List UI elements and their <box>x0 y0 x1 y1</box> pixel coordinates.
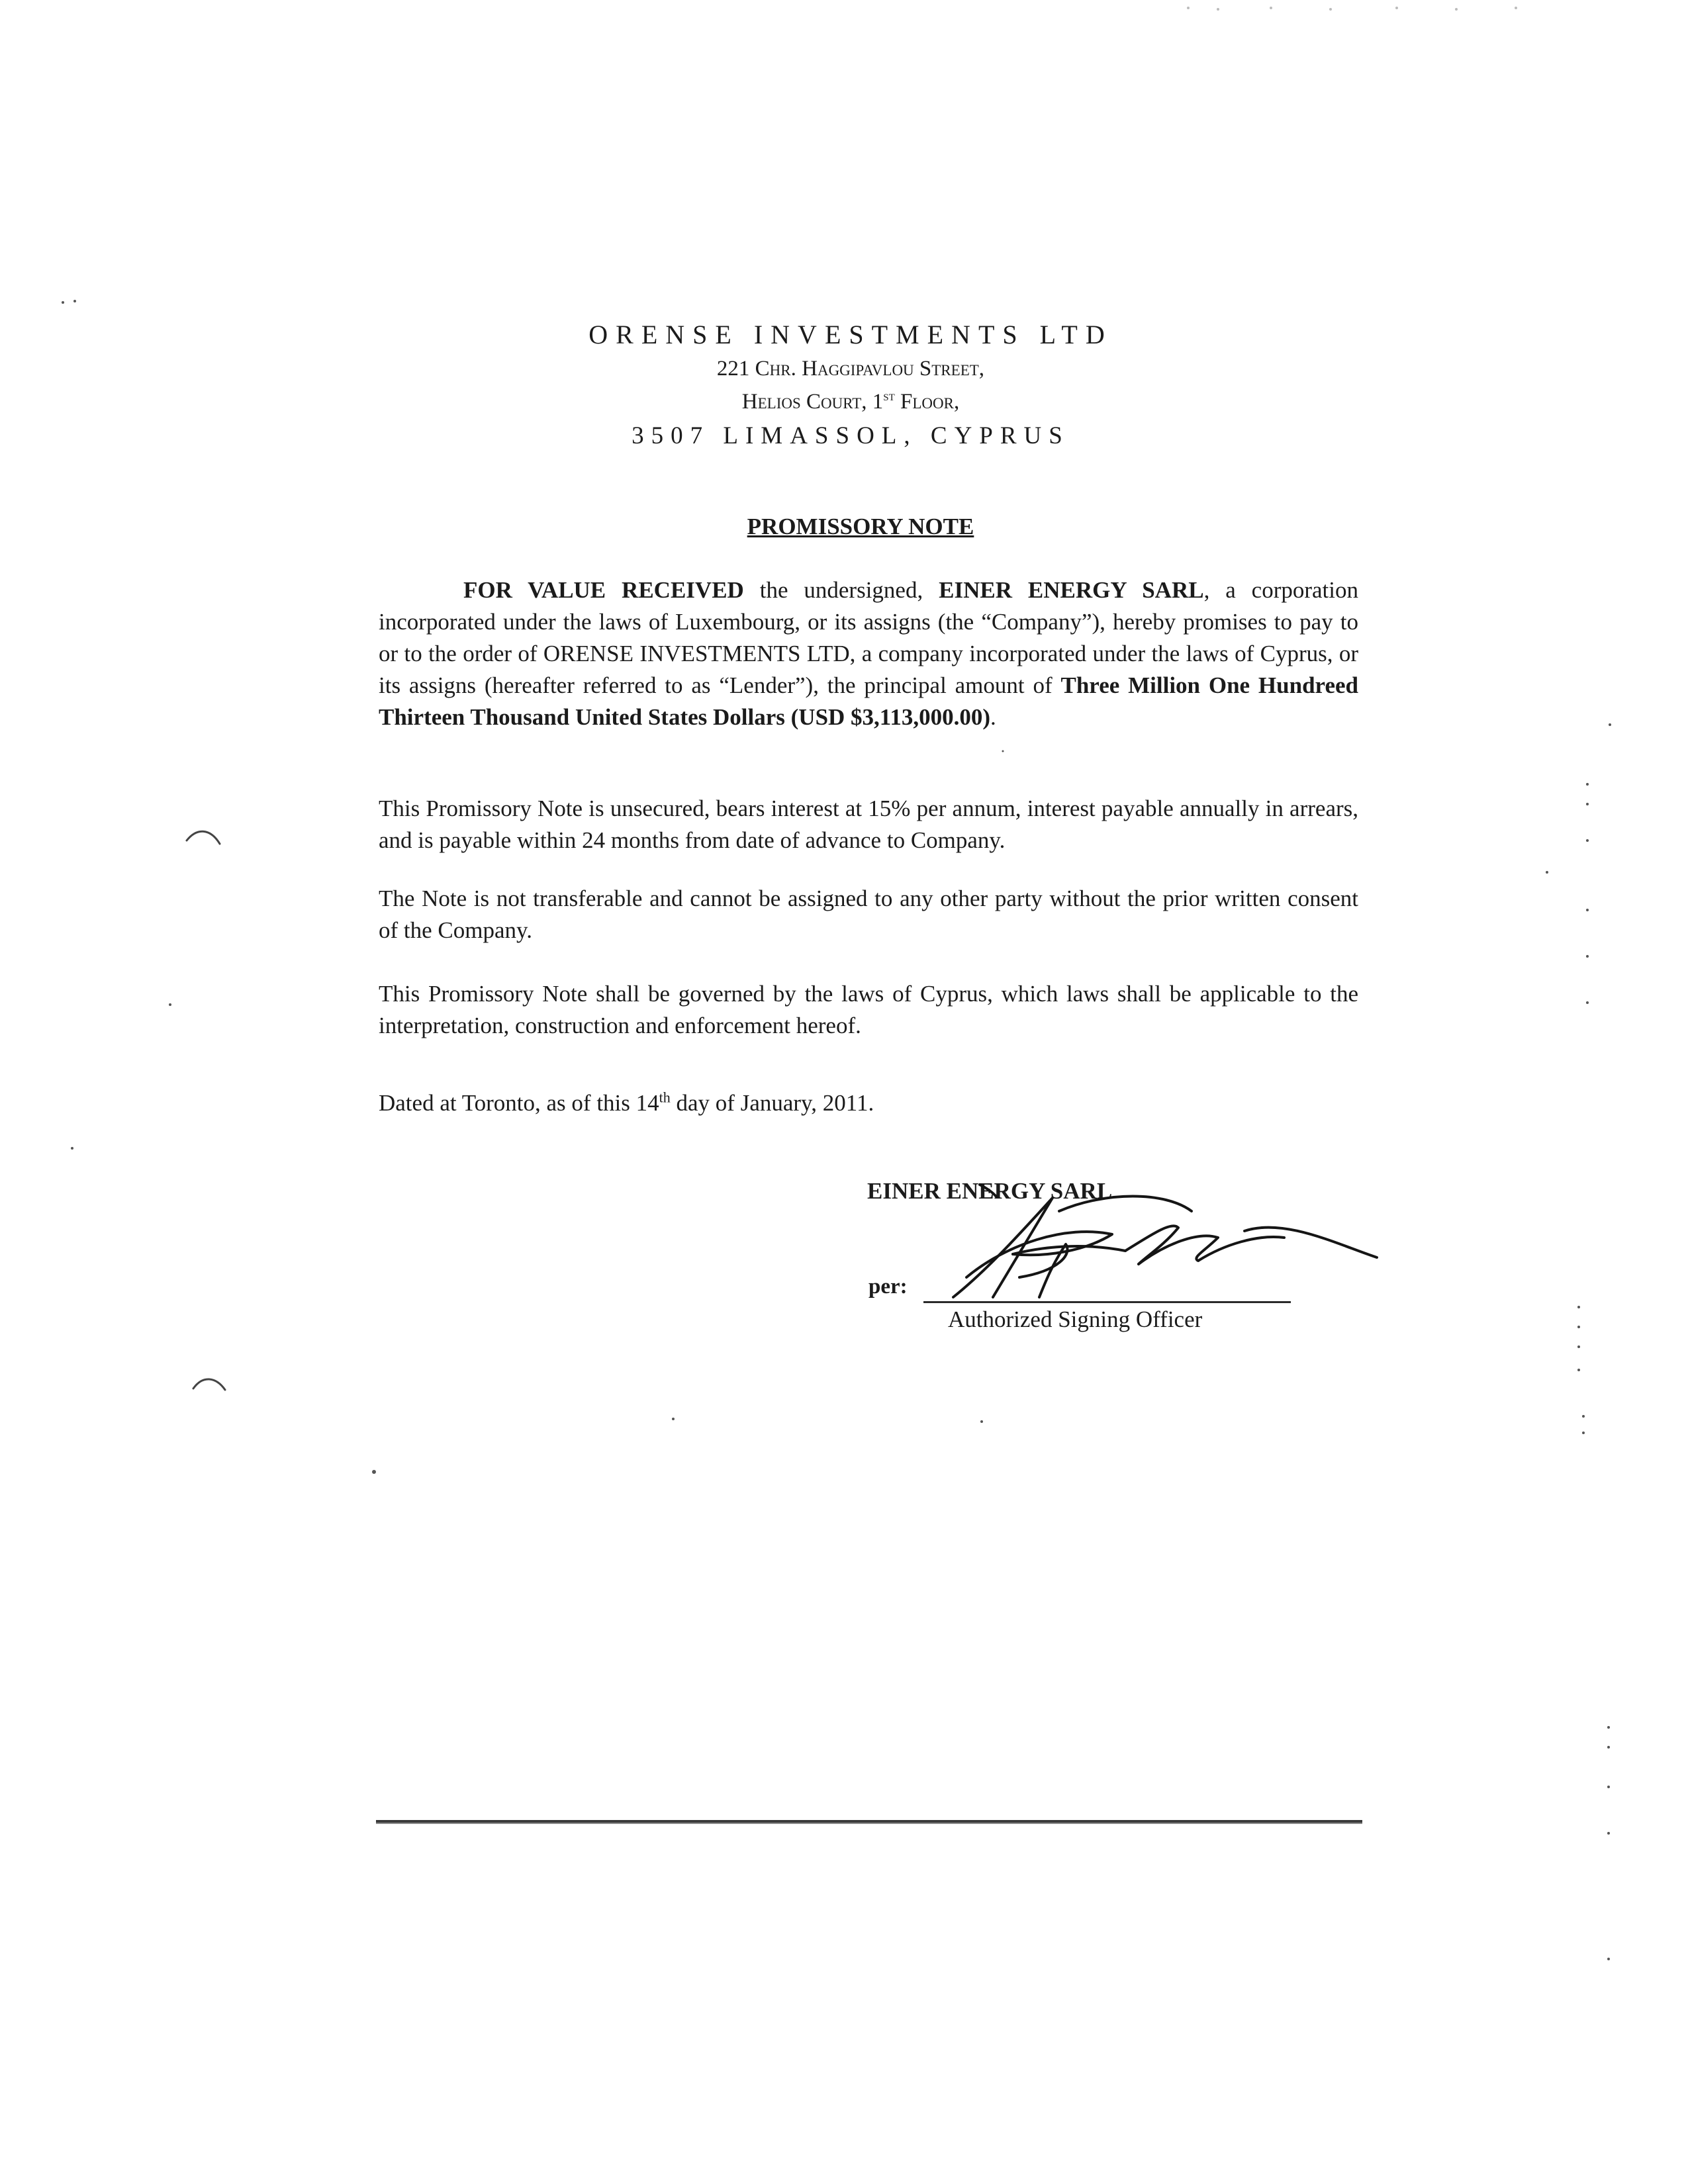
dated-line-pre: Dated at Toronto, as of this 14 <box>379 1090 659 1116</box>
paragraph-terms: This Promissory Note is unsecured, bears interest at 15% per annum, interest payable annually in arrears, and is payable within 24 months from date of advance to Company. <box>379 796 1358 853</box>
p1-text-3: , a company incorporated under the laws of Cyprus, or its assigns (hereafter referred to as “Lender”), the principal amount of <box>379 641 1358 698</box>
dated-line-post: day of January, 2011. <box>670 1090 874 1116</box>
paragraph-value-received <box>379 574 1358 733</box>
value-received-lead: FOR VALUE RECEIVED <box>463 577 744 603</box>
lender-name: ORENSE INVESTMENTS LTD <box>543 641 850 666</box>
document-title: PROMISSORY NOTE <box>747 514 974 539</box>
p1-text-1: the undersigned, <box>743 577 939 603</box>
principal-amount: Three Million One Hundreed Thirteen Thousand United States Dollars (USD $3,113,000.00) <box>379 672 1358 730</box>
letterhead-address-line-1: 221 Chr. Haggipavlou Street, <box>716 357 985 381</box>
borrower-name: EINER ENERGY SARL <box>939 577 1204 603</box>
handwritten-signature <box>914 1171 1390 1330</box>
footer-rule <box>376 1820 1362 1824</box>
address-line-2-ordinal: st <box>883 387 895 404</box>
dated-ordinal: th <box>659 1089 671 1106</box>
signature-caption: Authorized Signing Officer <box>948 1306 1203 1332</box>
paragraph-transferability: The Note is not transferable and cannot be assigned to any other party without the prior written consent of the Company. <box>379 886 1358 943</box>
letterhead-address-line-2 <box>377 385 1324 418</box>
letterhead <box>377 318 1324 454</box>
per-label: per: <box>868 1275 908 1298</box>
p1-text-4: . <box>990 704 996 730</box>
paragraph-governing-law: This Promissory Note shall be governed by the laws of Cyprus, which laws shall be applicable to the interpretation, construction and enforcement hereof. <box>379 981 1358 1038</box>
p1-text-2: , a corporation incorporated under the laws of Luxembourg, or its assigns (the “Company”), hereby promises to pay to or to the order of <box>379 577 1358 666</box>
address-line-2-part-a: Helios Court, 1 <box>741 390 884 414</box>
signature-company: EINER ENERGY SARL <box>867 1178 1113 1204</box>
address-line-2-part-b: Floor, <box>894 390 960 414</box>
dated-line <box>379 1087 1358 1119</box>
letterhead-company-name: ORENSE INVESTMENTS LTD <box>588 320 1113 349</box>
letterhead-address-city: 3507 LIMASSOL, CYPRUS <box>632 422 1070 449</box>
